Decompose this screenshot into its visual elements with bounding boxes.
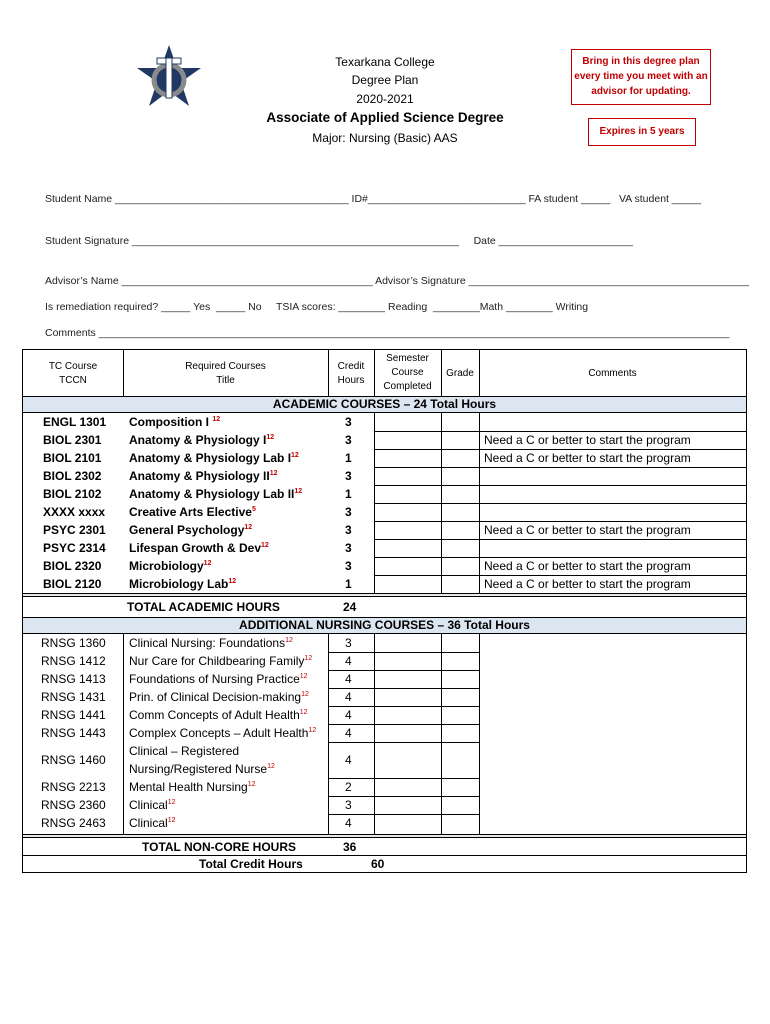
course-code: BIOL 2102 xyxy=(43,487,102,501)
course-code: RNSG 1460 xyxy=(41,753,106,767)
course-title: Complex Concepts – Adult Health$^{12}$ xyxy=(129,726,317,740)
credit-total-value: 60 xyxy=(371,857,385,871)
course-title: Lifespan Growth & Dev$^{12}$ xyxy=(129,541,269,555)
credit-hours: 3 xyxy=(345,415,352,429)
noncore-total-label: TOTAL NON-CORE HOURS xyxy=(142,840,297,854)
degree-title: Associate of Applied Science Degree xyxy=(266,110,504,125)
major: Major: Nursing (Basic) AAS xyxy=(312,131,458,145)
course-code: RNSG 1441 xyxy=(41,708,106,722)
expires-notice: Expires in 5 years xyxy=(588,118,696,146)
remediation-line[interactable]: Is remediation required? _____ Yes _____ No TSIA scores: ________ Reading ________Math ________ Writing xyxy=(45,301,589,313)
course-code: BIOL 2101 xyxy=(43,451,102,465)
course-title-cont: Nursing/Registered Nurse$^{12}$ xyxy=(129,762,275,776)
advisor-notice: Bring in this degree plan every time you meet with an advisor for updating. xyxy=(571,49,711,105)
course-title: Clinical – Registered xyxy=(129,744,240,758)
college-name: Texarkana College xyxy=(335,55,435,69)
course-code: RNSG 2213 xyxy=(41,780,106,794)
academic-total-value: 24 xyxy=(343,600,357,614)
noncore-total-value: 36 xyxy=(343,840,357,854)
course-title: Microbiology$^{12}$ xyxy=(129,559,212,573)
credit-hours: 1 xyxy=(345,577,352,591)
credit-hours: 4 xyxy=(345,753,352,767)
credit-hours: 3 xyxy=(345,541,352,555)
col-header-grade: Grade xyxy=(446,368,474,379)
course-code: BIOL 2320 xyxy=(43,559,102,573)
col-header-course: TC Course TCCN xyxy=(48,361,98,386)
course-title: Anatomy & Physiology Lab $I^{12}$ xyxy=(129,451,299,465)
credit-hours: 1 xyxy=(345,487,352,501)
row-separator xyxy=(23,593,746,597)
course-title: Clinical$^{12}$ xyxy=(129,816,176,830)
credit-hours: 2 xyxy=(345,780,352,794)
course-title: Nur Care for Childbearing Family$^{12}$ xyxy=(129,654,313,668)
course-code: BIOL 2120 xyxy=(43,577,102,591)
plan-year: 2020-2021 xyxy=(356,92,414,106)
course-code: PSYC 2314 xyxy=(43,541,106,555)
course-title: Foundations of Nursing Practice$^{12}$ xyxy=(129,672,308,686)
credit-hours: 3 xyxy=(345,523,352,537)
credit-hours: 4 xyxy=(345,708,352,722)
doc-type: Degree Plan xyxy=(351,73,419,87)
course-code: RNSG 1413 xyxy=(41,672,106,686)
credit-hours: 3 xyxy=(345,798,352,812)
course-title: Prin. of Clinical Decision-making$^{12}$ xyxy=(129,690,309,704)
col-header-title: Required Courses Title xyxy=(185,361,266,386)
course-code: RNSG 2463 xyxy=(41,816,106,830)
credit-hours: 3 xyxy=(345,469,352,483)
course-title: Anatomy & Physiology Lab II$^{12}$ xyxy=(129,487,303,501)
credit-hours: 3 xyxy=(345,559,352,573)
course-code: RNSG 1360 xyxy=(41,636,106,650)
credit-total-label: Total Credit Hours xyxy=(199,857,303,871)
credit-hours: 4 xyxy=(345,654,352,668)
college-logo xyxy=(136,44,202,110)
course-code: RNSG 1431 xyxy=(41,690,106,704)
course-title: Comm Concepts of Adult Health$^{12}$ xyxy=(129,708,308,722)
nursing-courses-band: ADDITIONAL NURSING COURSES – 36 Total Hours xyxy=(23,617,746,634)
course-title: Microbiology Lab$^{12}$ xyxy=(129,577,237,591)
course-code: RNSG 1412 xyxy=(41,654,106,668)
credit-hours: 4 xyxy=(345,672,352,686)
course-title: Clinical$^{12}$ xyxy=(129,798,176,812)
course-code: RNSG 1443 xyxy=(41,726,106,740)
comments-line[interactable]: Comments ____________________________________________________________________________________________________________ xyxy=(45,327,730,339)
credit-hours: 3 xyxy=(345,636,352,650)
col-header-credit: Credit Hours xyxy=(337,361,365,386)
academic-total-label: TOTAL ACADEMIC HOURS xyxy=(127,600,280,614)
course-title: Anatomy & Physiology $I^{12}$ xyxy=(129,433,275,447)
row-separator xyxy=(23,834,746,838)
student-info-line[interactable]: Student Name ________________________________________ ID#___________________________ FA student _____ VA student _____ xyxy=(45,193,702,205)
course-title: Composition I $^{12}$ xyxy=(129,415,221,429)
course-code: BIOL 2301 xyxy=(43,433,102,447)
col-header-comments: Comments xyxy=(588,368,637,379)
course-title: Clinical Nursing: Foundations$^{12}$ xyxy=(129,636,293,650)
advisor-line[interactable]: Advisor’s Name ___________________________________________ Advisor’s Signature ________________________________________________ xyxy=(45,275,749,287)
credit-hours: 4 xyxy=(345,726,352,740)
credit-hours: 3 xyxy=(345,433,352,447)
credit-hours: 3 xyxy=(345,505,352,519)
signature-line[interactable]: Student Signature ________________________________________________________ Date _______________________ xyxy=(45,235,633,247)
row-comment: Need a C or better to start the program xyxy=(484,577,691,591)
course-title: Mental Health Nursing$^{12}$ xyxy=(129,780,256,794)
course-code: ENGL 1301 xyxy=(43,415,107,429)
course-code: RNSG 2360 xyxy=(41,798,106,812)
academic-courses-band: ACADEMIC COURSES – 24 Total Hours xyxy=(23,396,746,413)
course-title: Anatomy & Physiology II$^{12}$ xyxy=(129,469,278,483)
course-code: PSYC 2301 xyxy=(43,523,106,537)
course-code: BIOL 2302 xyxy=(43,469,102,483)
credit-hours: 4 xyxy=(345,816,352,830)
row-comment: Need a C or better to start the program xyxy=(484,559,691,573)
row-comment: Need a C or better to start the program xyxy=(484,523,691,537)
row-comment: Need a C or better to start the program xyxy=(484,451,691,465)
course-title: General Psychology$^{12}$ xyxy=(129,523,253,537)
credit-hours: 1 xyxy=(345,451,352,465)
course-code: XXXX xxxx xyxy=(43,505,106,519)
col-header-semester: Semester Course Completed xyxy=(383,353,432,392)
credit-hours: 4 xyxy=(345,690,352,704)
row-comment: Need a C or better to start the program xyxy=(484,433,691,447)
course-title: Creative Arts Elective$^5$ xyxy=(129,505,256,519)
degree-plan-table xyxy=(22,349,747,873)
